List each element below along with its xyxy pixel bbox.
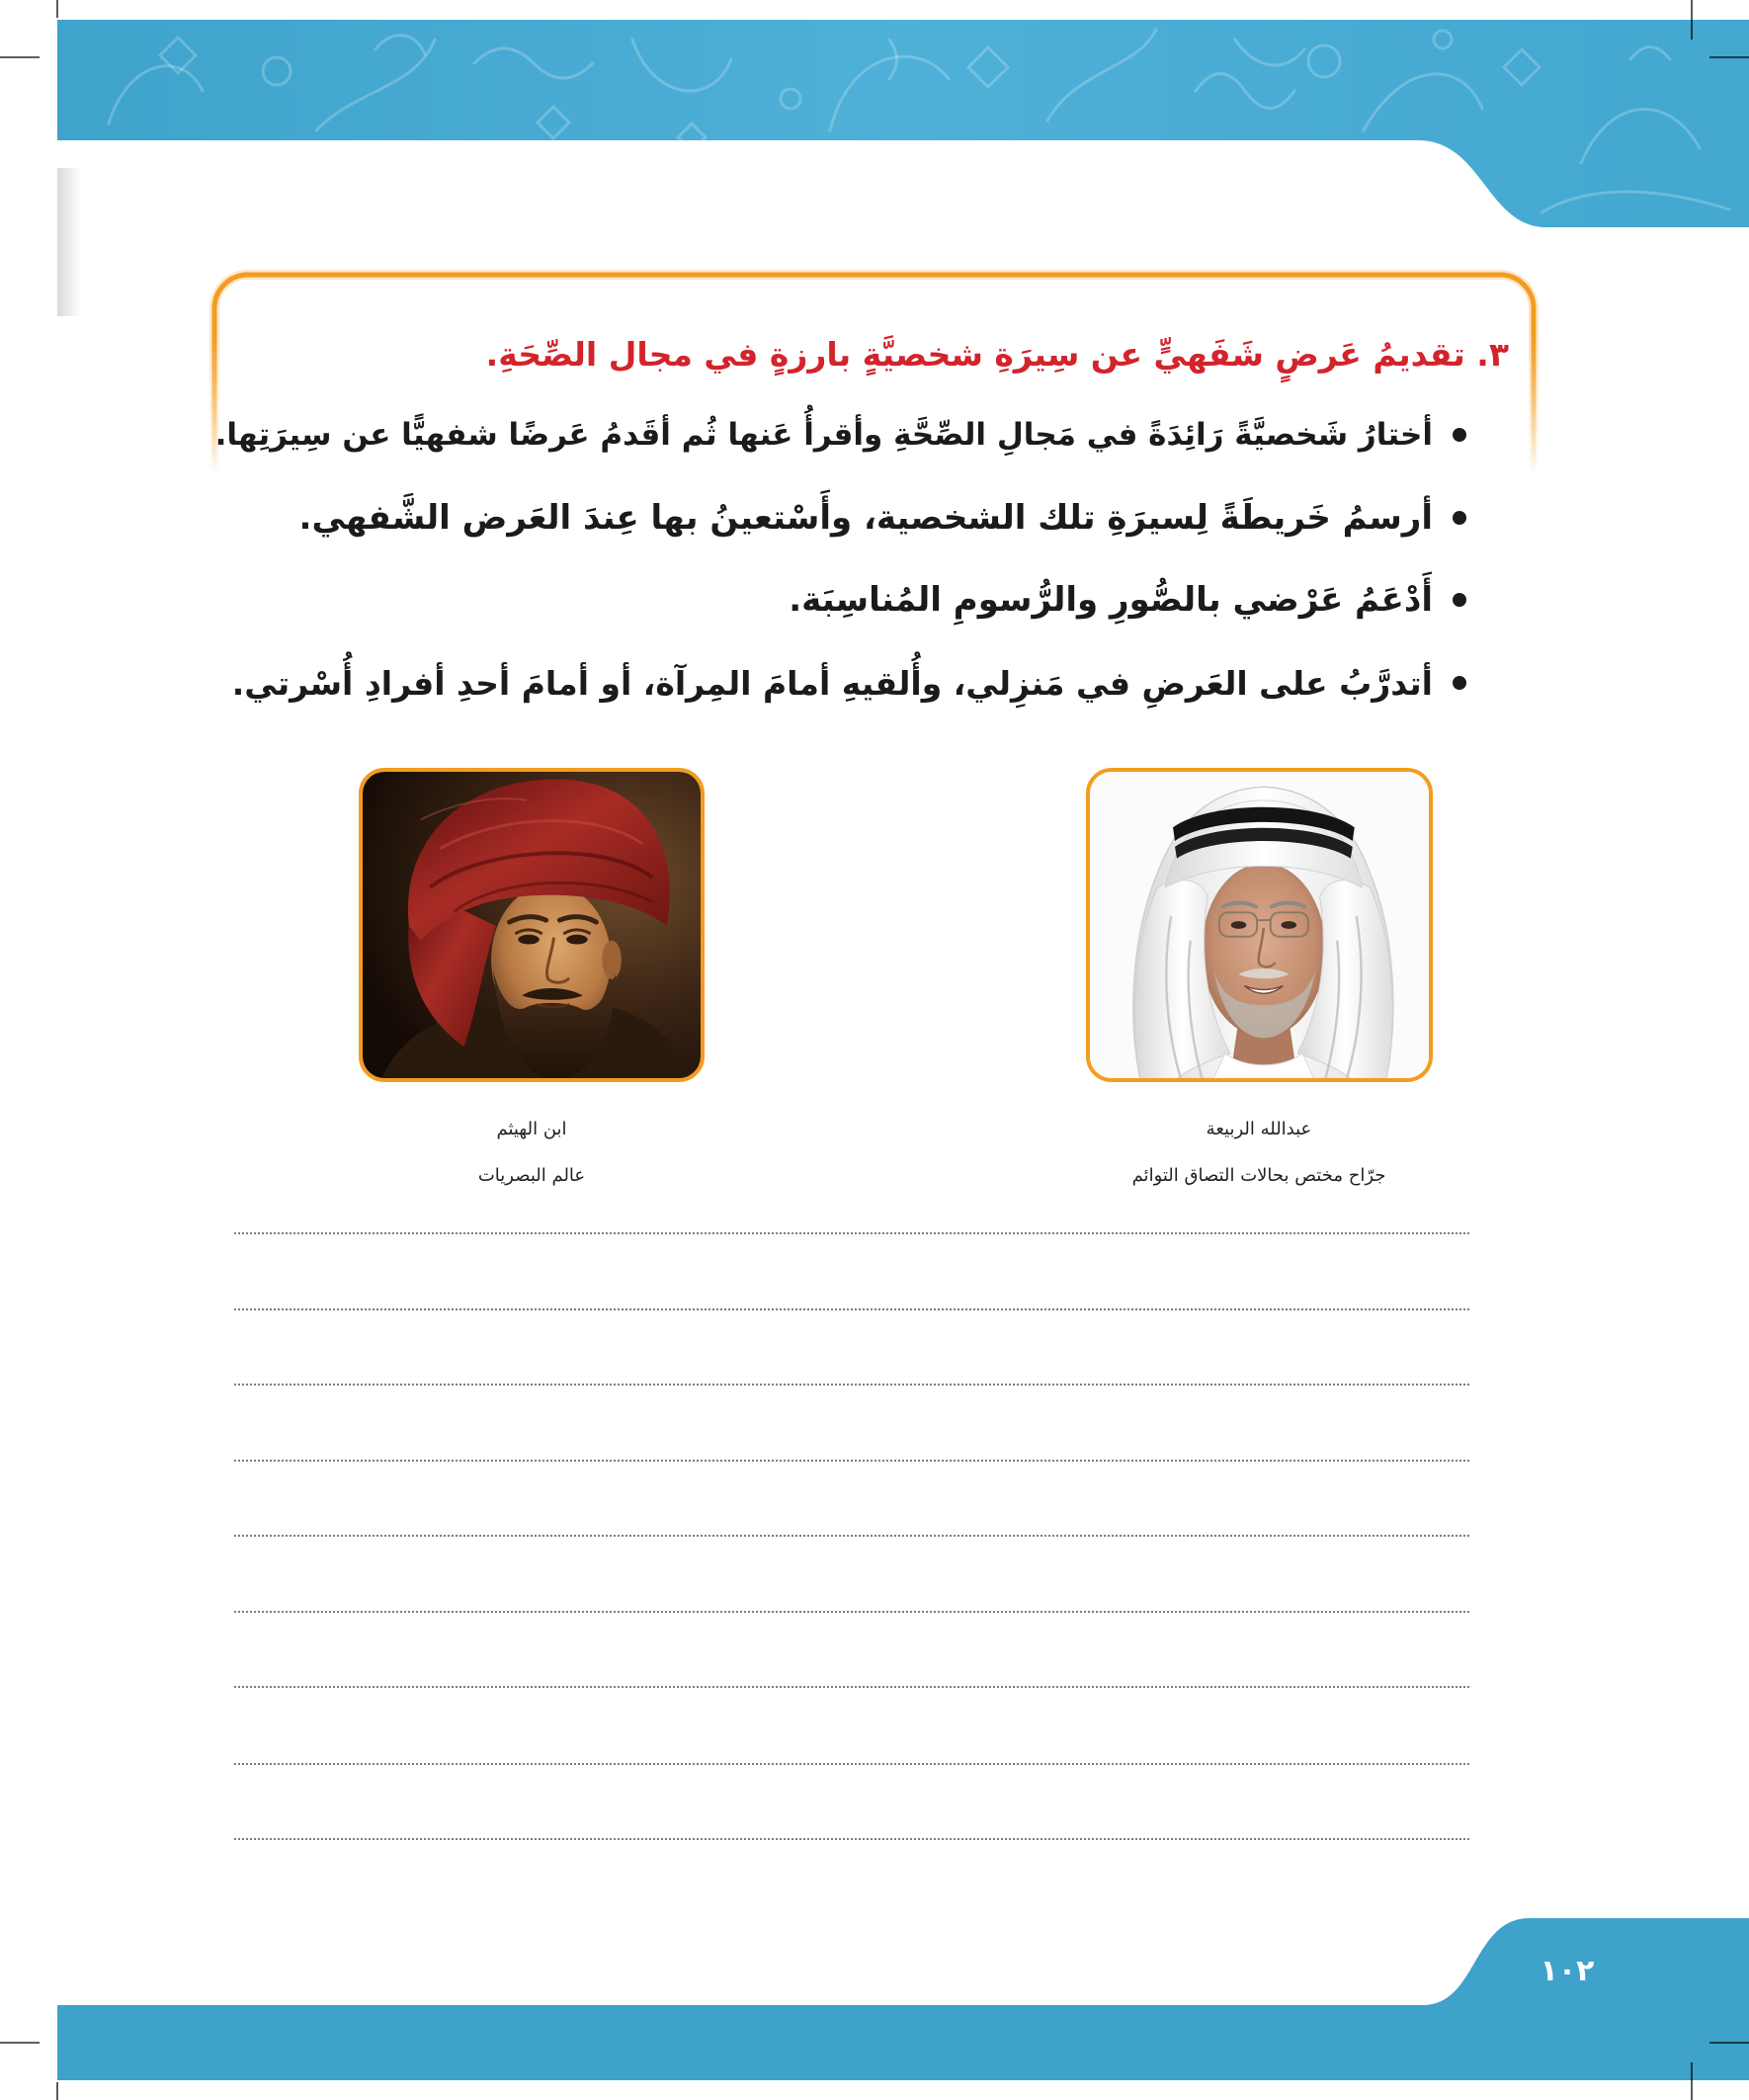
bullet-text: أَدْعَمُ عَرْضي بالصُّورِ والرُّسومِ المُناسِبَة. [789,580,1433,620]
figure-name-right: عبدالله الربيعة [1206,1119,1312,1139]
writing-line [234,1611,1469,1613]
writing-line [234,1763,1469,1765]
portrait-photo [1090,772,1429,1078]
writing-line [234,1838,1469,1840]
bullet-item [211,558,1466,641]
bullet-icon [1453,511,1466,525]
writing-line [234,1535,1469,1537]
writing-line [234,1686,1469,1688]
writing-line [234,1460,1469,1462]
bullet-icon [1453,428,1466,442]
binding-shadow [57,168,81,316]
bullet-text: أتدرَّبُ على العَرضِ في مَنزِلي، وأُلقيهِ أمامَ المِرآة، أو أمامَ أحدِ أفرادِ أُسْرتي. [231,663,1433,703]
portrait-frame-right [1086,768,1433,1082]
bullet-icon [1453,676,1466,690]
writing-line [234,1384,1469,1386]
page-number: ١٠٢ [1540,1954,1595,1988]
bullet-item [211,476,1466,559]
bullet-text: أختارُ شَخصيَّةً رَائِدَةً في مَجالِ الصِّحَّةِ وأقرأُ عَنها ثُم أقَدمُ عَرضًا شفهيًّا عن سِيرَتِها. [214,417,1433,453]
writing-line [234,1308,1469,1310]
figure-role-left: عالم البصريات [477,1165,586,1186]
bullet-text: أرسمُ خَريطَةً لِسيرَةِ تلك الشخصية، وأَسْتعينُ بها عِندَ العَرض الشَّفهي. [298,498,1433,538]
activity-title: ٣. تقديمُ عَرضٍ شَفَهيٍّ عن سِيرَةِ شخصيَّةٍ بارزةٍ في مجال الصِّحَةِ. [485,335,1509,374]
portrait-painting [363,772,701,1078]
figure-role-right: جرّاح مختص بحالات التصاق التوائم [1131,1165,1386,1186]
bullet-item [211,641,1466,724]
figure-name-left: ابن الهيثم [496,1119,567,1139]
bullet-item [211,393,1466,476]
header-banner [57,20,1749,227]
bullet-icon [1453,593,1466,607]
writing-line [234,1232,1469,1234]
footer-band [57,1918,1749,2080]
portrait-frame-left [359,768,705,1082]
